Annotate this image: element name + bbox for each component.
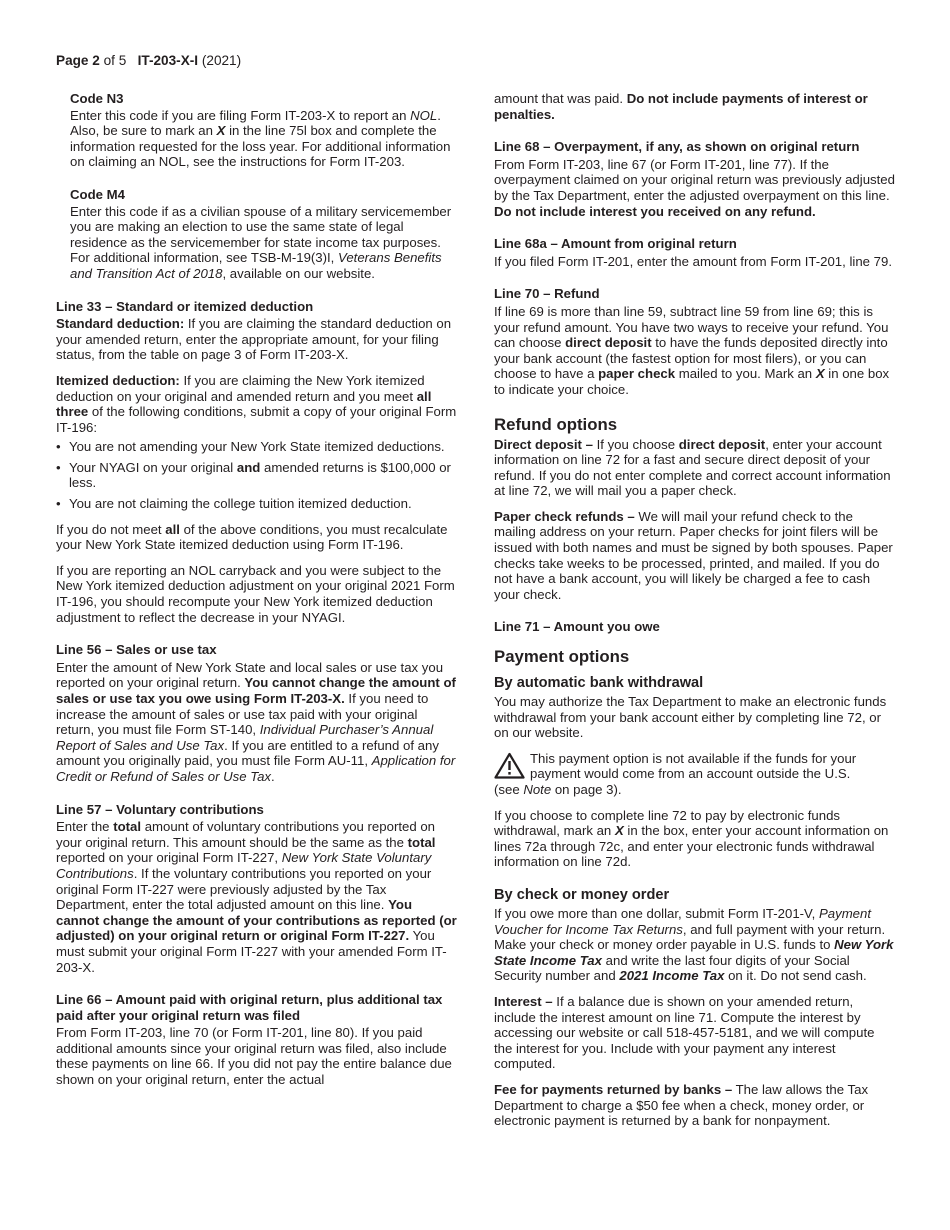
line-68-text: From Form IT-203, line 67 (or Form IT-201, line 77). If the overpayment claimed on your original return was previously adjusted by the Tax Department, enter the adjusted overpayment on this line. Do not include interest you received on any refund. — [494, 156, 895, 219]
check-money-order-text: If you owe more than one dollar, submit Form IT-201-V, Payment Voucher for Income Tax Returns, and full payment with your return. Make your check or money order payable in U.S. funds to New York State Income Tax and write the last four digits of your Social Security number and 2021 Income Tax on it. Do not send cash. — [494, 905, 894, 984]
recalculate-text: If you do not meet all of the above conditions, you must recalculate your New York State itemized deduction using Form IT-196. — [56, 521, 448, 553]
code-n3-heading: Code N3 — [70, 91, 124, 106]
nol-carryback-text: If you are reporting an NOL carryback and you were subject to the New York itemized deduction adjustment on your original 2021 Form IT-196, you should recompute your New York itemized deduction adjustment to reflect the decrease in your NYAGI. — [56, 562, 455, 625]
warning-icon — [494, 752, 525, 779]
code-n3-section — [56, 91, 458, 170]
itemized-deduction-text: Itemized deduction: If you are claiming the New York itemized deduction on your original and amended return and you meet all three of the following conditions, submit a copy of your original Form IT-196: — [56, 372, 457, 435]
interest-text: Interest – If a balance due is shown on your amended return, include the interest amount on line 71. Compute the interest by accessing our website or call 518-457-5181, and we will compute the interest for you. Include with your payment any interest computed. — [494, 993, 875, 1072]
list-item: • You are not claiming the college tuition itemized deduction. — [56, 496, 458, 512]
line-68-heading: Line 68 – Overpayment, if any, as shown on original return — [494, 139, 860, 155]
refund-options-heading: Refund options — [494, 414, 618, 434]
line-66-continued: amount that was paid. Do not include payments of interest or penalties. — [494, 91, 868, 122]
line-66-heading: Line 66 – Amount paid with original return, plus additional tax paid after your original return was filed — [56, 992, 443, 1023]
line-57-heading: Line 57 – Voluntary contributions — [56, 801, 264, 817]
line-68a-text: If you filed Form IT-201, enter the amount from Form IT-201, line 79. — [494, 253, 892, 269]
line-56-text: Enter the amount of New York State and local sales or use tax you reported on your original return. You cannot change the amount of sales or use tax you owe using Form IT-203-X. If you need to increase the amount of sales or use tax paid with your original return, you must file Form ST-140, Individual Purchaser’s Annual Report of Sales and Use Tax. If you are entitled to a refund of any amount you originally paid, you must file Form AU-11, Application for Credit or Refund of Sales or Use Tax. — [56, 659, 456, 784]
right-column — [494, 91, 896, 1129]
bank-withdrawal-text: You may authorize the Tax Department to make an electronic funds withdrawal from your bank account either by completing line 72, or on our website. — [494, 694, 887, 741]
page-header — [56, 53, 241, 69]
page-number: 2 — [92, 53, 100, 68]
page-label: Page — [56, 53, 93, 68]
direct-deposit-text: Direct deposit – If you choose direct deposit, enter your account information on line 72 for a fast and secure direct deposit of your refund. If you do not enter complete and correct account information at line 72, we will mail you a paper check. — [494, 436, 891, 499]
page-of: of 5 — [99, 53, 127, 68]
code-m4-heading: Code M4 — [70, 186, 125, 202]
returned-payment-fee-text: Fee for payments returned by banks – The law allows the Tax Department to charge a $50 fee when a check, money order, or electronic payment is returned by a bank for nonpayment. — [494, 1081, 869, 1129]
line-33-heading: Line 33 – Standard or itemized deduction — [56, 298, 314, 314]
warning-note-ref: (see Note on page 3). — [494, 782, 622, 797]
warning-text: This payment option is not available if the funds for your payment would come from an account outside the U.S. — [530, 750, 857, 782]
line-57-text: Enter the total amount of voluntary contributions you reported on your original return. This amount should be the same as the total reported on your original Form IT-227, New York State Voluntary Contributions. If the voluntary contributions you reported on your original Form IT-227 were previously adjusted by the Tax Department, enter the total adjusted amount on this line. You cannot change the amount of your contributions as reported (or adjusted) on your original return or original Form IT-227. You must submit your original Form IT-227 with your amended Form IT-203-X. — [56, 819, 457, 975]
conditions-list — [56, 439, 458, 511]
warning-note — [494, 751, 896, 798]
code-m4-section — [56, 187, 458, 282]
line-71-heading: Line 71 – Amount you owe — [494, 619, 660, 635]
payment-options-heading: Payment options — [494, 647, 630, 667]
bank-withdrawal-heading: By automatic bank withdrawal — [494, 675, 704, 692]
code-n3-text: Enter this code if you are filing Form IT-203-X to report an NOL. Also, be sure to mark an X in the line 75l box and complete the information requested for the loss year. For additional information on claiming an NOL, see the instructions for Form IT-203. — [70, 107, 451, 170]
line-66-text: From Form IT-203, line 70 (or Form IT-201, line 80). If you paid additional amounts since your original return was filed, also include these payments on line 66. If you did not pay the entire balance due shown on your original return, enter the actual — [56, 1025, 452, 1088]
line-68a-heading: Line 68a – Amount from original return — [494, 236, 737, 252]
paper-check-text: Paper check refunds – We will mail your refund check to the mailing address on your return. Paper checks for joint filers will be issued with both names and must be signed by both spouses. Paper checks take weeks to be processed, printed, and mailed. If you do not have a bank account, you will likely be charged a fee to cash your check. — [494, 508, 893, 602]
standard-deduction-text: Standard deduction: If you are claiming the standard deduction on your amended return, enter the appropriate amount, for your filing status, from the table on page 3 of Form IT-203-X. — [56, 316, 452, 363]
line-56-heading: Line 56 – Sales or use tax — [56, 642, 217, 658]
left-column — [56, 91, 458, 1088]
list-item: • Your NYAGI on your original and amended returns is $100,000 or less. — [56, 460, 458, 491]
line-70-heading: Line 70 – Refund — [494, 286, 600, 302]
check-money-order-heading: By check or money order — [494, 886, 670, 903]
list-item: • You are not amending your New York State itemized deductions. — [56, 439, 458, 455]
form-id: IT-203-X-I — [137, 53, 199, 68]
code-m4-text: Enter this code if as a civilian spouse of a military servicemember you are making an election to use the same state of legal residence as the servicemember for state income tax purposes. For additional information, see TSB-M-19(3)I, Veterans Benefits and Transition Act of 2018, available on our website. — [70, 203, 452, 281]
form-year: (2021) — [198, 53, 242, 68]
line-70-text: If line 69 is more than line 59, subtract line 59 from line 69; this is your refund amount. You have two ways to receive your refund. You can choose direct deposit to have the funds deposited directly into your bank account (the fastest option for most filers), or you can choose to have a paper check mailed to you. Mark an X in one box to indicate your choice. — [494, 303, 890, 397]
withdrawal-instructions-text: If you choose to complete line 72 to pay by electronic funds withdrawal, mark an X in the box, enter your account information on lines 72a through 72c, and enter your electronic funds withdrawal information on line 72d. — [494, 807, 889, 870]
